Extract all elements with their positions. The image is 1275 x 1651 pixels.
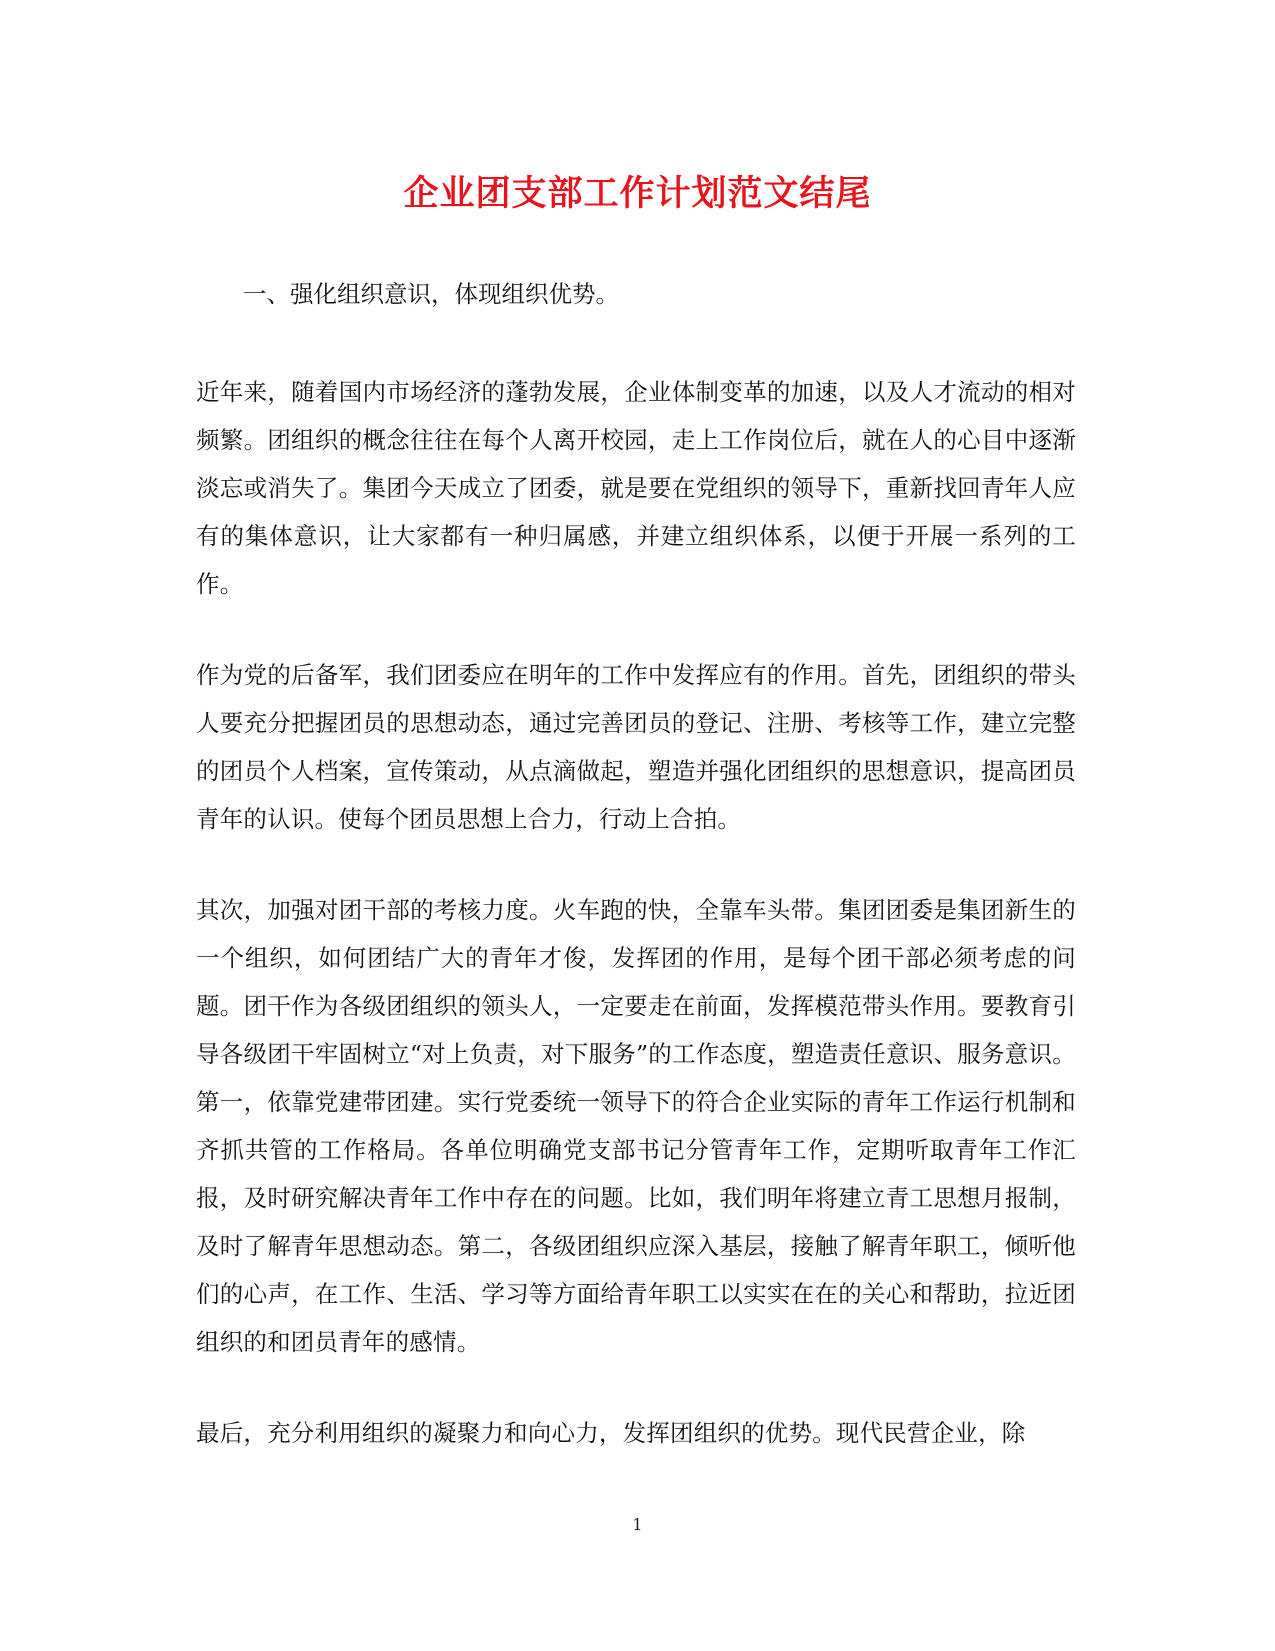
paragraph-2: 作为党的后备军，我们团委应在明年的工作中发挥应有的作用。首先，团组织的带头人要充分把握团员的思想动态，通过完善团员的登记、注册、考核等工作，建立完整的团员个人档案，宣传策动，从点滴做起，塑造并强化团组织的思想意识，提高团员青年的认识。使每个团员思想上合力，行动上合拍。 bbox=[196, 661, 1076, 833]
paragraph-3: 其次，加强对团干部的考核力度。火车跑的快，全靠车头带。集团团委是集团新生的一个组织，如何团结广大的青年才俊，发挥团的作用，是每个团干部必须考虑的问题。团干作为各级团组织的领头人，一定要走在前面，发挥模范带头作用。要教育引导各级团干牢固树立“对上负责，对下服务”的工作态度，塑造责任意识、服务意识。第一，依靠党建带团建。实行党委统一领导下的符合企业实际的青年工作运行机制和齐抓共管的工作格局。各单位明确党支部书记分管青年工作，定期听取青年工作汇报，及时研究解决青年工作中存在的问题。比如，我们明年将建立青工思想月报制，及时了解青年思想动态。第二，各级团组织应深入基层，接触了解青年职工，倾听他们的心声，在工作、生活、学习等方面给青年职工以实实在在的关心和帮助，拉近团组织的和团员青年的感情。 bbox=[196, 896, 1076, 1356]
paragraph-4: 最后，充分利用组织的凝聚力和向心力，发挥团组织的优势。现代民营企业，除 bbox=[196, 1419, 1026, 1447]
section-heading: 一、强化组织意识，体现组织优势。 bbox=[243, 280, 619, 308]
document-title: 企业团支部工作计划范文结尾 bbox=[403, 173, 872, 214]
page-number: 1 bbox=[632, 1515, 643, 1534]
document-body bbox=[196, 270, 1076, 1457]
paragraph-1: 近年来，随着国内市场经济的蓬勃发展，企业体制变革的加速，以及人才流动的相对频繁。团组织的概念往往在每个人离开校园，走上工作岗位后，就在人的心目中逐渐淡忘或消失了。集团今天成立了团委，就是要在党组织的领导下，重新找回青年人应有的集体意识，让大家都有一种归属感，并建立组织体系，以便于开展一系列的工作。 bbox=[196, 378, 1076, 598]
